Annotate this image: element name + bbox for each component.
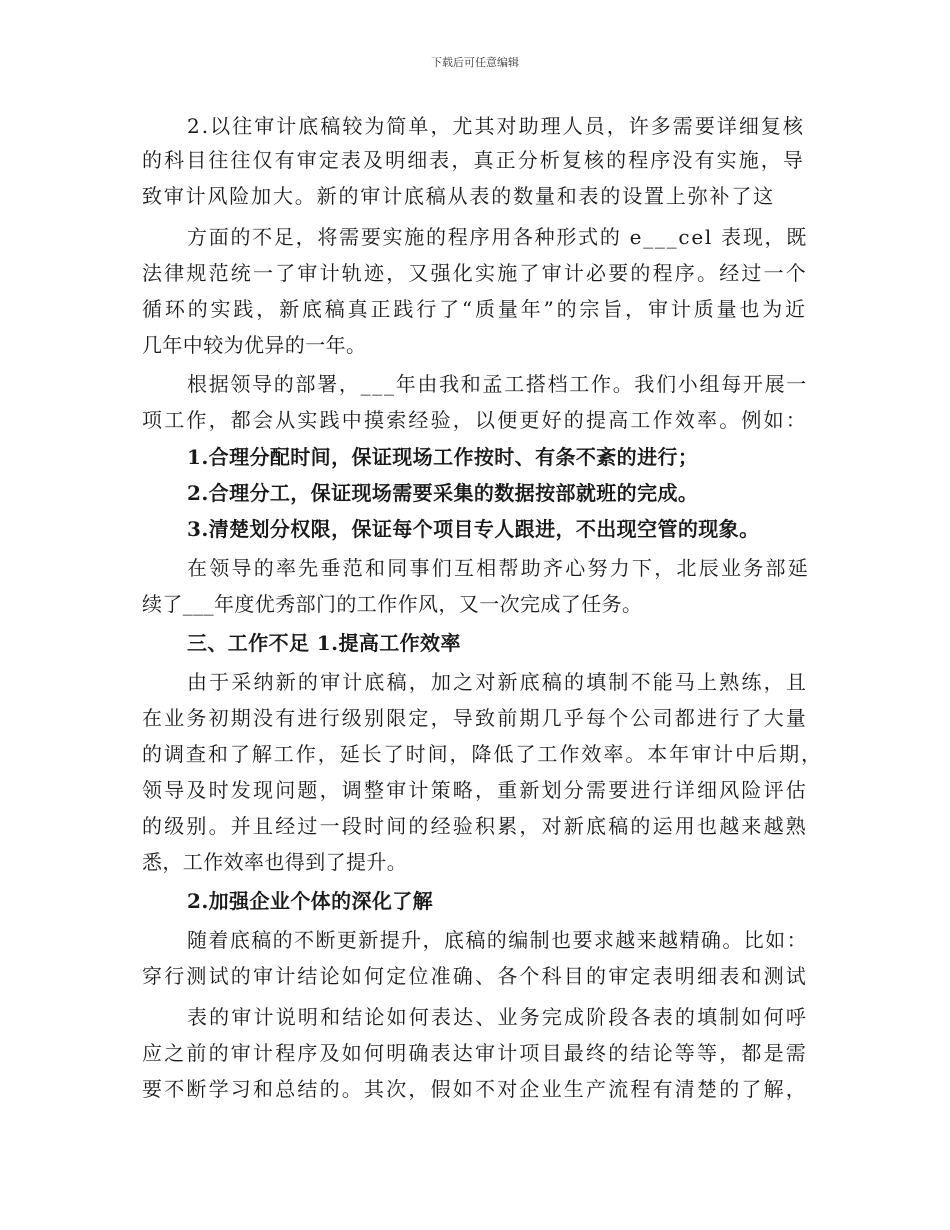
text-line: 几年中较为优异的一年。 [142, 333, 367, 357]
text-line: 领导及时发现问题，调整审计策略，重新划分需要进行详细风险评估 [142, 778, 808, 802]
text-line: 表的审计说明和结论如何表达、业务完成阶段各表的填制如何呼 [187, 1005, 808, 1029]
text-line: 应之前的审计程序及如何明确表达审计项目最终的结论等等，都是需 [142, 1041, 808, 1065]
text-line: 法律规范统一了审计轨迹，又强化实施了审计必要的程序。经过一个 [142, 261, 808, 285]
text-line: 项工作，都会从实践中摸索经验，以便更好的提高工作效率。例如： [142, 408, 808, 432]
subsection-heading: 2.加强企业个体的深化了解 [187, 889, 434, 913]
text-line: 根据领导的部署，___年由我和孟工搭档工作。我们小组每开展一 [187, 372, 808, 396]
text-line: 方面的不足，将需要实施的程序用各种形式的 e___cel 表现，既 [187, 225, 808, 249]
text-line: 2.以往审计底稿较为简单，尤其对助理人员，许多需要详细复核 [187, 114, 805, 138]
text-line: 的调查和了解工作，延长了时间，降低了工作效率。本年审计中后期， [142, 742, 823, 766]
text-line: 致审计风险加大。新的审计底稿从表的数量和表的设置上弥补了这 [142, 184, 775, 208]
text-line: 在领导的率先垂范和同事们互相帮助齐心努力下，北辰业务部延 [187, 556, 810, 580]
text-line: 在业务初期没有进行级别限定，导致前期几乎每个公司都进行了大量 [142, 706, 808, 730]
text-line: 由于采纳新的审计底稿，加之对新底稿的填制不能马上熟练，且 [187, 670, 808, 694]
text-line: 续了___年度优秀部门的工作作风，又一次完成了任务。 [142, 592, 643, 616]
list-item-bold: 1.合理分配时间，保证现场工作按时、有条不紊的进行； [187, 445, 699, 469]
text-line: 悉，工作效率也得到了提升。 [142, 850, 408, 874]
list-item-bold: 2.合理分工，保证现场需要采集的数据按部就班的完成。 [187, 481, 699, 505]
text-line: 要不断学习和总结的。其次，假如不对企业生产流程有清楚的了解， [142, 1077, 808, 1101]
page-header: 下载后可任意编辑 [431, 56, 519, 69]
list-item-bold: 3.清楚划分权限，保证每个项目专人跟进，不出现空管的现象。 [187, 517, 760, 541]
text-line: 循环的实践，新底稿真正践行了“质量年”的宗旨，审计质量也为近 [142, 297, 808, 321]
text-line: 的科目往往仅有审定表及明细表，真正分析复核的程序没有实施，导 [142, 148, 805, 172]
section-heading: 三、工作不足 1.提高工作效率 [187, 631, 461, 655]
text-line: 穿行测试的审计结论如何定位准确、各个科目的审定表明细表和测试 [142, 964, 808, 988]
text-line: 随着底稿的不断更新提升，底稿的编制也要求越来越精确。比如： [187, 928, 808, 952]
text-line: 的级别。并且经过一段时间的经验积累，对新底稿的运用也越来越熟 [142, 814, 808, 838]
